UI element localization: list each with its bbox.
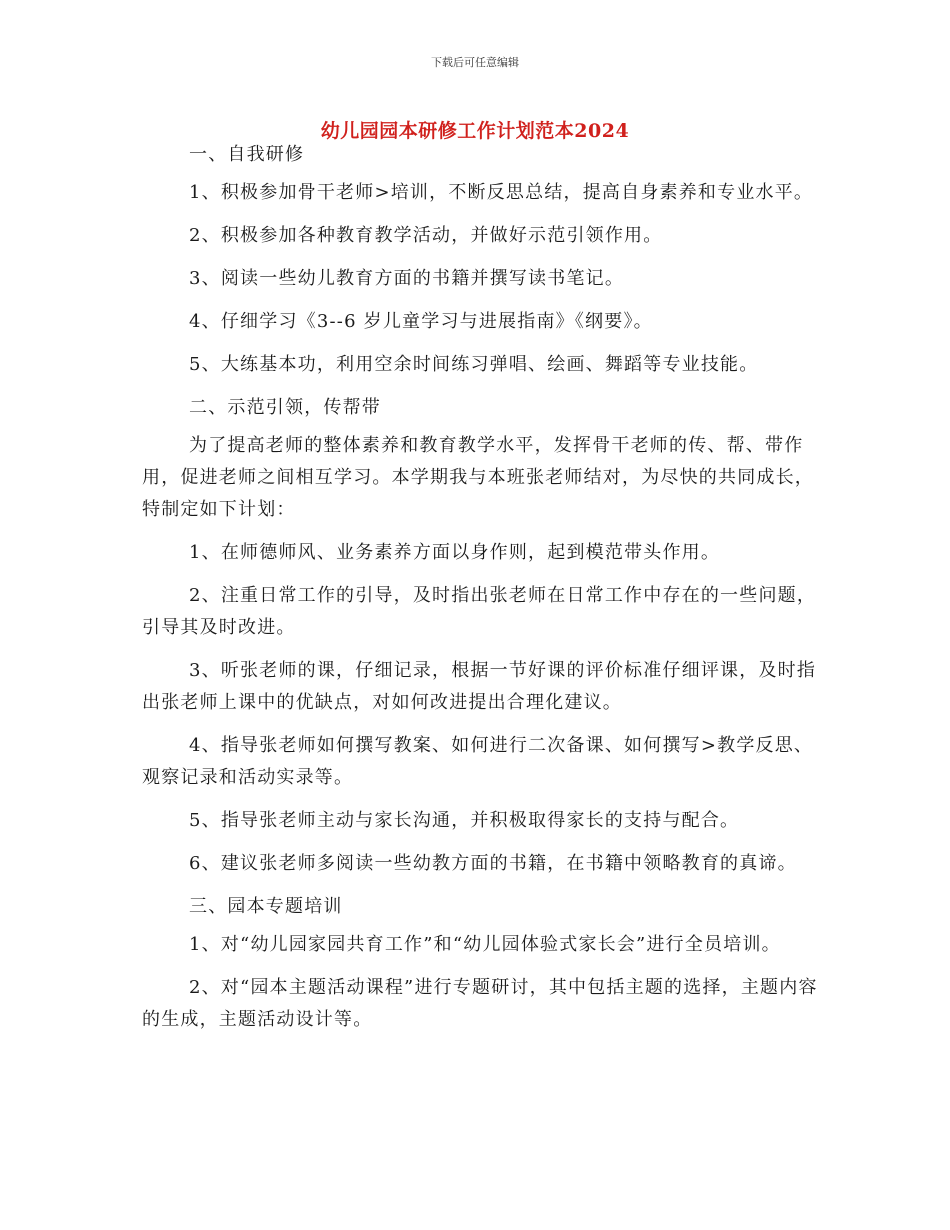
paragraph: 5、大练基本功，利用空余时间练习弹唱、绘画、舞蹈等专业技能。: [189, 354, 759, 375]
paragraph: 为了提高老师的整体素养和教育教学水平，发挥骨干老师的传、帮、带作用，促进老师之间相互学习。本学期我与本班张老师结对，为尽快的共同成长，特制定如下计划：: [142, 435, 814, 520]
paragraph: 3、听张老师的课，仔细记录，根据一节好课的评价标准仔细评课，及时指出张老师上课中的优缺点，对如何改进提出合理化建议。: [142, 660, 817, 713]
section-heading: 三、园本专题培训: [189, 896, 343, 917]
section-heading: 一、自我研修: [189, 144, 305, 165]
paragraph: 2、积极参加各种教育教学活动，并做好示范引领作用。: [189, 225, 663, 246]
paragraph: 1、积极参加骨干老师>培训，不断反思总结，提高自身素养和专业水平。: [189, 182, 814, 203]
header-note: 下载后可任意编辑: [431, 56, 519, 69]
paragraph: 1、对“幼儿园家园共育工作”和“幼儿园体验式家长会”进行全员培训。: [189, 934, 781, 955]
paragraph: 6、建议张老师多阅读一些幼教方面的书籍，在书籍中领略教育的真谛。: [189, 853, 797, 874]
paragraph: 5、指导张老师主动与家长沟通，并积极取得家长的支持与配合。: [189, 810, 740, 831]
paragraph: 2、对“园本主题活动课程”进行专题研讨，其中包括主题的选择，主题内容的生成，主题活动设计等。: [142, 977, 818, 1030]
paragraph: 4、指导张老师如何撰写教案、如何进行二次备课、如何撰写>教学反思、观察记录和活动实录等。: [142, 735, 814, 788]
document-title: 幼儿园园本研修工作计划范本2024: [320, 120, 630, 142]
paragraph: 1、在师德师风、业务素养方面以身作则，起到模范带头作用。: [189, 542, 721, 563]
paragraph: 2、注重日常工作的引导，及时指出张老师在日常工作中存在的一些问题，引导其及时改进。: [142, 585, 817, 638]
section-heading: 二、示范引领，传帮带: [189, 397, 381, 418]
paragraph: 4、仔细学习《3--6 岁儿童学习与进展指南》《纲要》。: [189, 311, 653, 332]
paragraph: 3、阅读一些幼儿教育方面的书籍并撰写读书笔记。: [189, 268, 625, 289]
document-body: [142, 139, 832, 1047]
